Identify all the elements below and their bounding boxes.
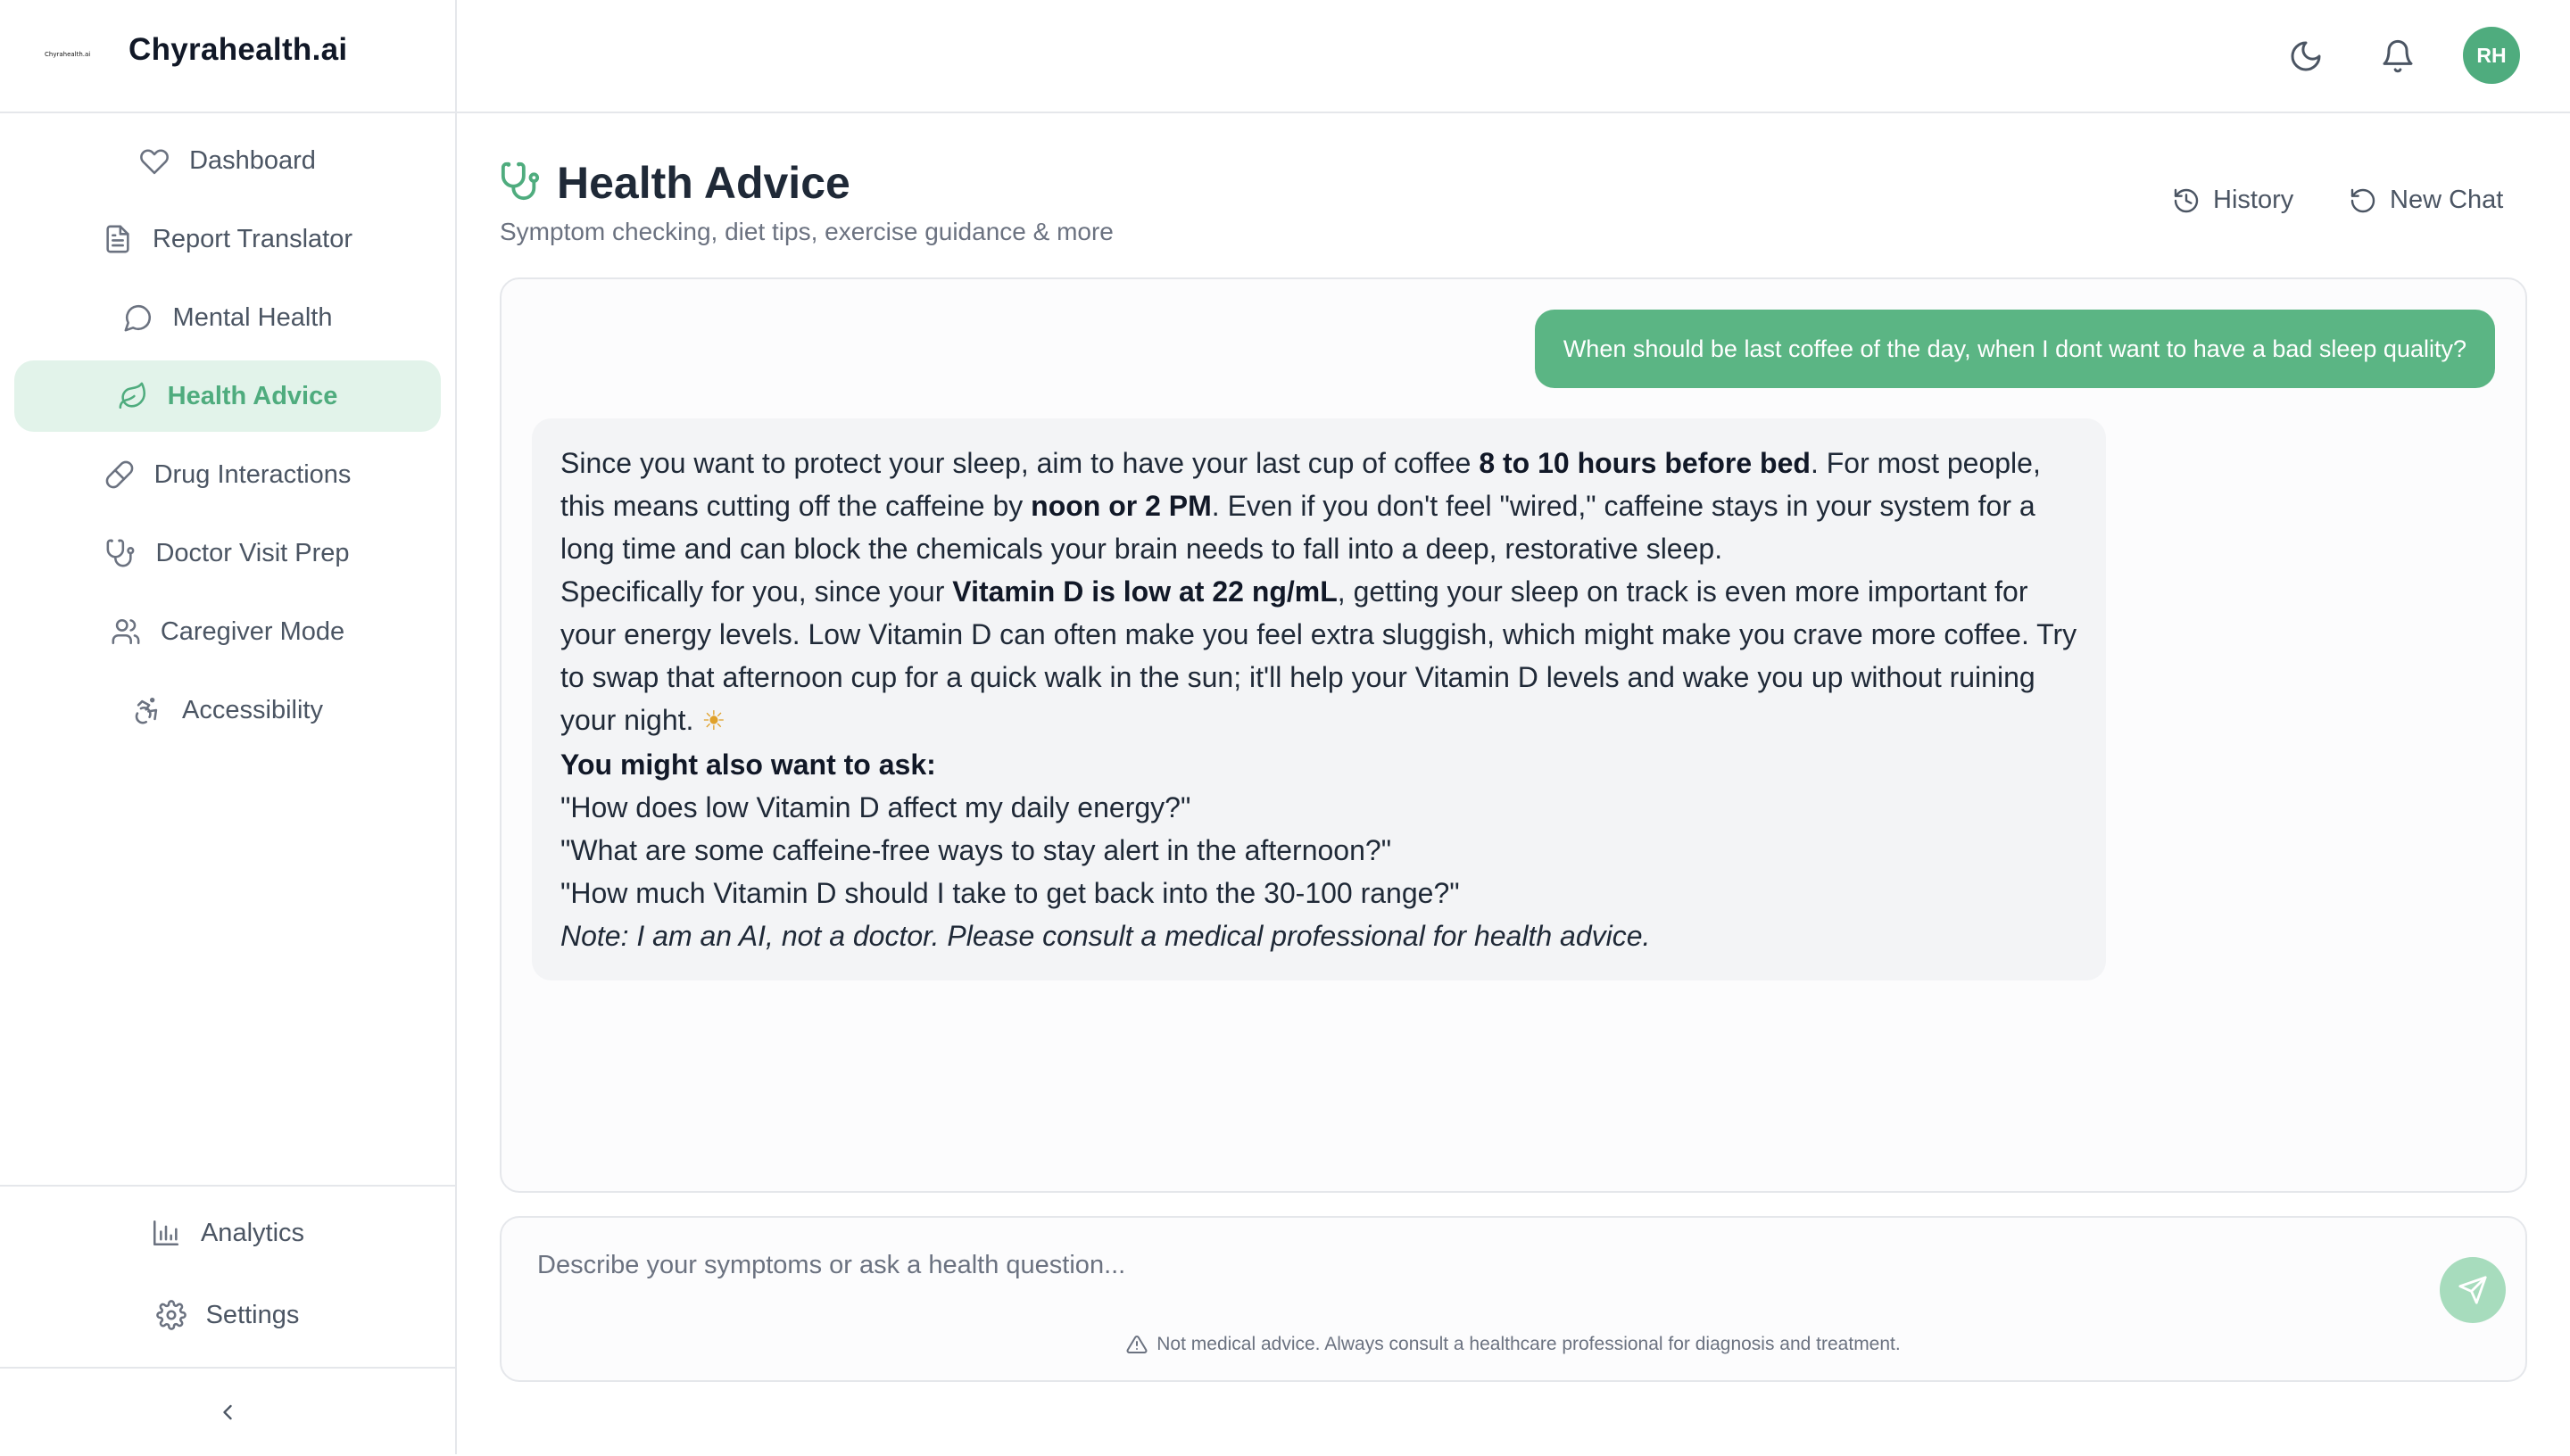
brand-name[interactable]: Chyrahealth.ai [128,32,348,67]
sidebar-item-doctor-visit-prep[interactable] [14,517,441,589]
message-composer [500,1216,2527,1382]
heart-icon [139,145,170,176]
sidebar-item-mental-health[interactable] [14,282,441,353]
send-icon [2458,1275,2488,1305]
pill-icon [104,459,135,490]
sidebar-item-label: Settings [205,1300,300,1329]
page-title: Health Advice [557,158,850,208]
disclaimer-text: Not medical advice. Always consult a healthcare professional for diagnosis and treatment. [1156,1334,1901,1354]
new-chat-button[interactable] [2349,186,2503,215]
document-icon [103,224,133,254]
sidebar-item-label: Health Advice [167,381,338,410]
sidebar-item-caregiver-mode[interactable] [14,596,441,667]
brand [0,0,455,113]
sun-emoji-icon: ☀ [701,707,726,736]
history-button[interactable] [2172,186,2293,215]
notifications-bell-icon[interactable] [2380,38,2416,74]
followup-heading [560,743,2077,786]
history-label: History [2213,186,2294,214]
ai-bold-text: You might also want to ask: [560,749,936,781]
history-icon [2172,186,2201,215]
brand-logo[interactable]: Chyrahealth.ai [45,51,91,58]
users-icon [111,616,141,647]
theme-toggle-moon-icon[interactable] [2288,38,2324,74]
gear-icon [156,1300,187,1330]
sidebar-item-label: Accessibility [182,695,323,724]
sidebar-item-analytics[interactable] [14,1197,441,1269]
ai-text: , getting your sleep on track is even more important for your energy levels. Low Vitamin D can often make you feel extra sluggish, which might make you crave more coffee. Try to swap that afternoon cup for a quick walk in the sun; it'll help your Vitamin D levels and wake you up without ruining your night. [560,575,2077,736]
followup-question[interactable]: "How much Vitamin D should I take to get back into the 30-100 range?" [560,877,1460,909]
leaf-icon [118,381,148,411]
chevron-left-icon [215,1400,240,1425]
ai-text: Since you want to protect your sleep, aim to have your last cup of coffee [560,447,1480,479]
ai-bold-text: Vitamin D is low at 22 ng/mL [952,575,1338,608]
sidebar-item-report-translator[interactable] [14,203,441,275]
sidebar-nav [14,125,441,753]
sidebar-item-label: Doctor Visit Prep [155,538,350,567]
collapse-sidebar-button[interactable] [0,1367,455,1456]
bar-chart-icon [151,1218,181,1248]
ai-bold-text: noon or 2 PM [1031,490,1212,522]
message-input[interactable] [535,1237,2395,1293]
ai-disclaimer-note [560,914,2077,957]
sidebar-item-label: Drug Interactions [153,459,352,489]
sidebar-item-label: Caregiver Mode [160,616,345,646]
ai-bold-text: 8 to 10 hours before bed [1479,447,1811,479]
ai-paragraph-2 [560,570,2077,743]
stethoscope-icon [105,538,136,568]
sidebar-item-label: Dashboard [189,145,316,175]
send-button[interactable] [2440,1257,2506,1323]
medical-disclaimer [502,1334,2525,1355]
sidebar-item-label: Mental Health [172,302,333,332]
warning-icon [1126,1334,1148,1355]
ai-italic-text: Note: I am an AI, not a doctor. Please consult a medical professional for health advice. [560,920,1651,952]
new-chat-label: New Chat [2390,186,2504,214]
chat-window[interactable] [500,277,2527,1193]
refresh-icon [2349,186,2377,215]
sidebar-item-health-advice[interactable] [14,360,441,432]
sidebar-item-accessibility[interactable] [14,674,441,746]
sidebar-bottom [0,1185,455,1358]
sidebar-item-label: Analytics [200,1218,305,1247]
ai-text: Specifically for you, since your [560,575,953,608]
topbar [457,0,2570,113]
followup-question[interactable]: "How does low Vitamin D affect my daily energy?" [560,791,1191,823]
ai-text: . For most people, this means cutting off the caffeine by [560,447,2041,522]
ai-text: . Even if you don't feel "wired," caffeine stays in your system for a long time and can block the chemicals your brain needs to fall into a deep, restorative sleep. [560,490,2035,565]
avatar[interactable]: RH [2463,27,2520,84]
sidebar-item-drug-interactions[interactable] [14,439,441,510]
chat-bubble-icon [123,302,153,333]
sidebar-item-label: Report Translator [152,224,353,253]
sidebar [0,0,457,1454]
stethoscope-icon [500,161,541,202]
accessibility-icon [132,695,162,725]
user-message-bubble: When should be last coffee of the day, when I dont want to have a bad sleep quality? [1535,310,2495,388]
sidebar-item-dashboard[interactable] [14,125,441,196]
ai-paragraph-1 [560,442,2077,570]
sidebar-item-settings[interactable] [14,1279,441,1351]
followup-question[interactable]: "What are some caffeine-free ways to stay alert in the afternoon?" [560,834,1392,866]
ai-message-bubble [532,418,2106,980]
page-subtitle: Symptom checking, diet tips, exercise guidance & more [500,218,1114,245]
